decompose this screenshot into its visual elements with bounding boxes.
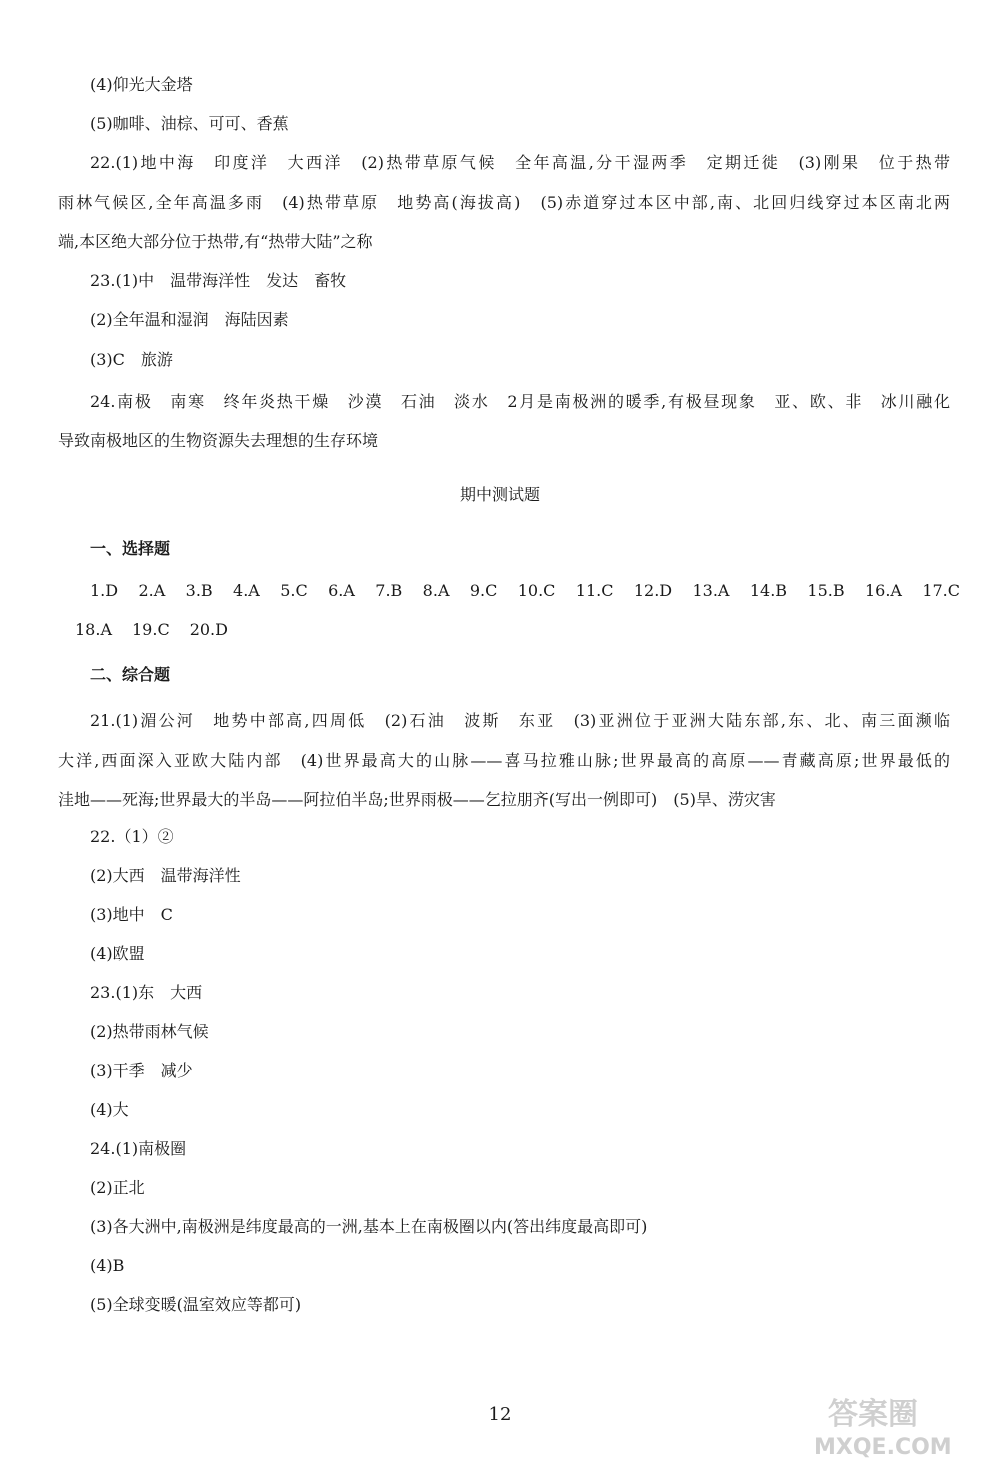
watermark-logo [808,1392,988,1462]
choice-answer: 7.B [375,581,403,600]
answer-line: 23.(1)东 大西 [90,983,203,1002]
page-number: 12 [488,1404,512,1425]
watermark-text-bottom: MXQE.COM [814,1435,952,1460]
answer-line: (5)咖啡、油棕、可可、香蕉 [90,114,289,133]
choice-answer: 15.B [807,581,845,600]
choice-answer: 1.D [90,581,119,600]
choice-answer: 8.A [422,581,450,600]
choice-answer: 11.C [575,581,614,600]
choice-answer: 4.A [233,581,260,600]
answer-line: 大洋,西面深入亚欧大陆内部 (4)世界最高大的山脉——喜马拉雅山脉;世界最高的高原——青藏高原;世界最低的 [58,751,950,770]
answer-line: (2)热带雨林气候 [90,1022,209,1041]
choice-answer: 19.C [132,620,170,639]
answer-line: 导致南极地区的生物资源失去理想的生存环境 [58,431,379,450]
answer-line: (5)全球变暖(温室效应等都可) [90,1295,302,1314]
choice-answer: 6.A [328,581,355,600]
answer-line: (3)地中 C [90,905,173,924]
section-title: 期中测试题 [459,485,540,504]
choice-answer: 9.C [469,581,498,600]
choice-answer: 17.C [922,581,960,600]
section-heading-comprehensive: 二、综合题 [90,665,171,684]
choice-answer: 20.D [189,620,228,639]
watermark-text-top: 答案圈 [828,1397,918,1432]
answer-line: 22.(1)地中海 印度洋 大西洋 (2)热带草原气候 全年高温,分干湿两季 定期迁徙 (3)刚果 位于热带 [90,153,950,172]
answer-line: (4)欧盟 [90,944,145,963]
answer-line: (3)C 旅游 [90,350,173,369]
choice-answer: 2.A [138,581,166,600]
choice-answers-row-2 [75,619,228,641]
answer-line: (2)大西 温带海洋性 [90,866,241,885]
choice-answer: 18.A [75,620,112,639]
answer-line: 雨林气候区,全年高温多雨 (4)热带草原 地势高(海拔高) (5)赤道穿过本区中部,南、北回归线穿过本区南北两 [58,193,950,212]
answer-line: (2)全年温和湿润 海陆因素 [90,310,289,329]
choice-answer: 16.A [864,581,902,600]
choice-answers-row-1 [90,580,960,602]
answer-line: (3)各大洲中,南极洲是纬度最高的一洲,基本上在南极圈以内(答出纬度最高即可) [90,1217,648,1236]
section-heading-choice: 一、选择题 [90,539,171,558]
answer-line: (4)仰光大金塔 [90,75,193,94]
answer-line: (4)B [90,1256,125,1275]
answer-line: 洼地——死海;世界最大的半岛——阿拉伯半岛;世界雨极——乞拉朋齐(写出一例即可) (5)旱、涝灾害 [58,790,776,809]
answer-line: 端,本区绝大部分位于热带,有“热带大陆”之称 [58,232,373,251]
answer-line: 24.(1)南极圈 [90,1139,187,1158]
answer-line: 23.(1)中 温带海洋性 发达 畜牧 [90,271,347,290]
choice-answer: 13.A [692,581,730,600]
choice-answer: 12.D [633,581,673,600]
answer-line: (3)干季 减少 [90,1061,193,1080]
choice-answer: 14.B [749,581,788,600]
choice-answer: 3.B [185,581,213,600]
answer-line: 21.(1)湄公河 地势中部高,四周低 (2)石油 波斯 东亚 (3)亚洲位于亚洲大陆东部,东、北、南三面濒临 [90,711,950,730]
answer-line: (4)大 [90,1100,129,1119]
answer-line: 22.（1）② [90,827,174,846]
choice-answer: 10.C [517,581,556,600]
choice-answer: 5.C [280,581,308,600]
answer-line: 24.南极 南寒 终年炎热干燥 沙漠 石油 淡水 2月是南极洲的暖季,有极昼现象 亚、欧、非 冰川融化 [90,392,950,411]
answer-line: (2)正北 [90,1178,145,1197]
